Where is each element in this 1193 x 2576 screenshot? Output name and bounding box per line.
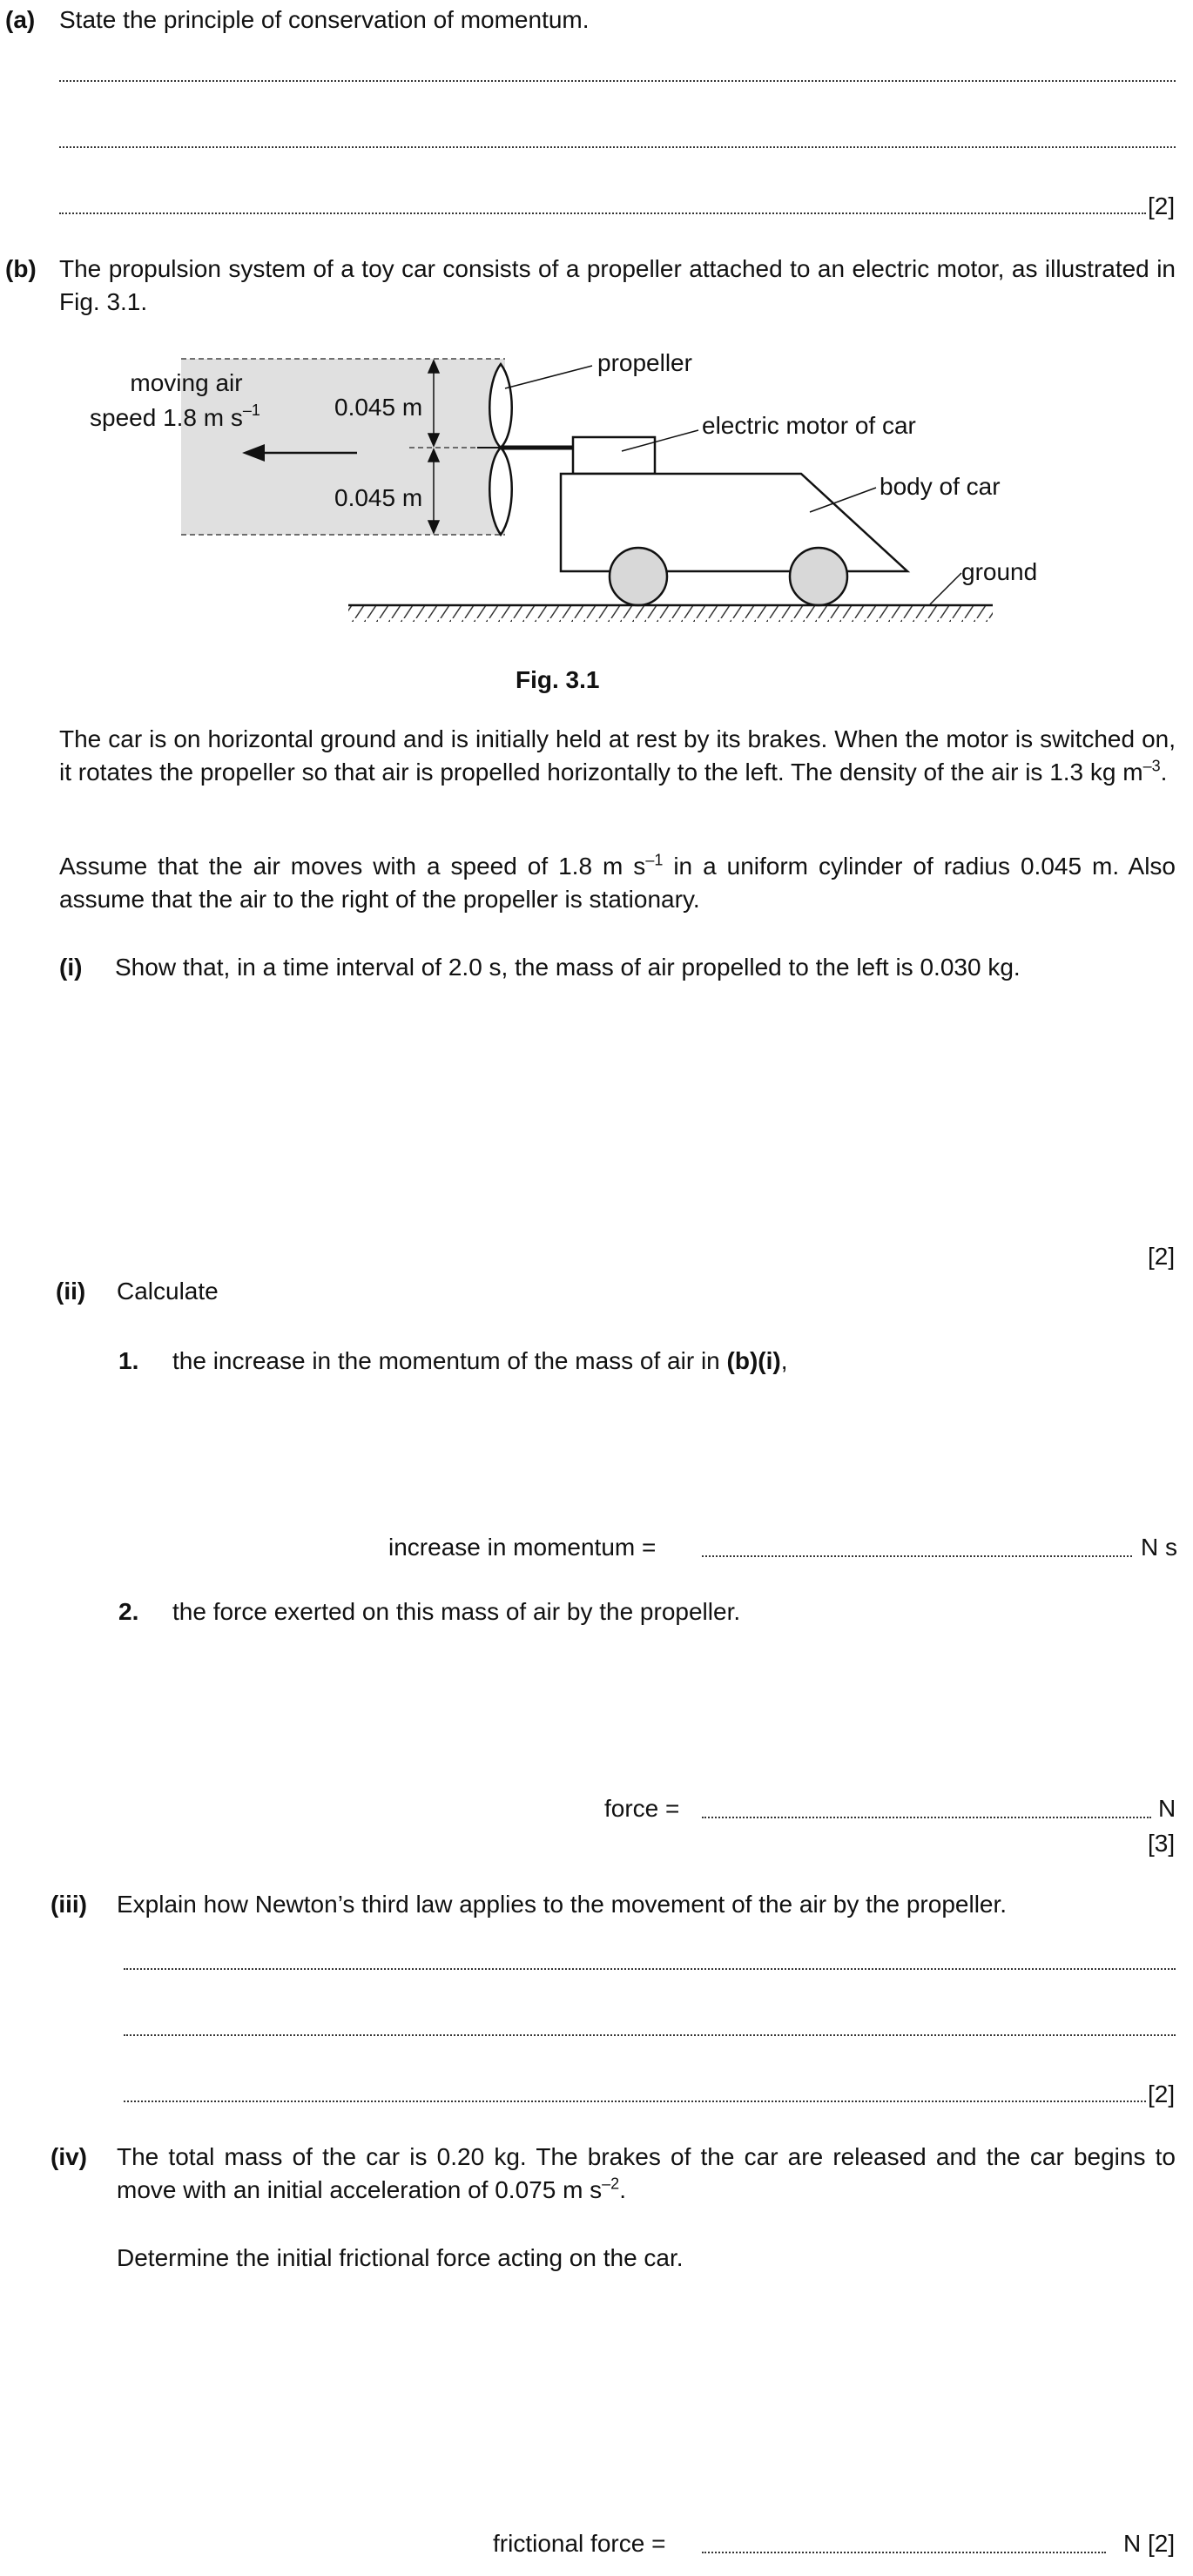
- moving-air-label: moving air: [130, 369, 243, 396]
- part-b-iii-label: (iii): [51, 1891, 87, 1918]
- answer-line[interactable]: [59, 212, 1146, 214]
- moving-air-speed-label: speed 1.8 m $s^{-1}$: [90, 401, 260, 431]
- part-b-i-text: Show that, in a time interval of 2.0 s, the mass of air propelled to the left is 0.030 kg.: [115, 954, 1021, 981]
- part-b-ii-marks: [3]: [1148, 1830, 1176, 1857]
- force-answer-line[interactable]: [702, 1817, 1151, 1818]
- answer-line[interactable]: [124, 2034, 1176, 2036]
- ground-label: ground: [961, 558, 1038, 585]
- motor-label: electric motor of car: [702, 412, 916, 439]
- part-b-iv-label: (iv): [51, 2143, 87, 2170]
- wheel-icon: [790, 548, 847, 605]
- part-b-iv-prompt: Determine the initial frictional force acting on the car.: [117, 2244, 684, 2271]
- part-b-ii-label: (ii): [56, 1278, 86, 1305]
- momentum-answer-label: increase in momentum =: [388, 1534, 657, 1561]
- friction-answer-label: frictional force =: [493, 2530, 666, 2557]
- part-a-question: State the principle of conservation of momentum.: [59, 6, 590, 33]
- wheel-icon: [610, 548, 667, 605]
- part-b-iii-text: Explain how Newton’s third law applies to the movement of the air by the propeller.: [117, 1891, 1008, 1918]
- part-a-label: (a): [5, 6, 36, 33]
- part-b-ii-2-text: the force exerted on this mass of air by the propeller.: [172, 1598, 741, 1625]
- lower-radius-label: 0.045 m: [334, 484, 423, 511]
- answer-line[interactable]: [59, 80, 1176, 82]
- context-paragraph-1: The car is on horizontal ground and is initially held at rest by its brakes. When the motor is switched on, it rotates the propeller so that air is propelled horizontally to the left. The density of the air is 1.3 kg $m^{-3}$.: [59, 725, 1176, 786]
- part-b-ii-text: Calculate: [117, 1278, 219, 1305]
- part-a-marks: [2]: [1148, 192, 1176, 219]
- friction-unit-marks: N [2]: [1123, 2530, 1176, 2557]
- figure-caption: Fig. 3.1: [516, 666, 600, 693]
- part-b-intro: The propulsion system of a toy car consists of a propeller attached to an electric motor, as illustrated in Fig. 3.1.: [59, 255, 1176, 315]
- part-b-ii-1-num: 1.: [118, 1347, 139, 1374]
- motor-icon: [573, 437, 655, 474]
- part-b-ii-1-text: the increase in the momentum of the mass of air in (b)(i),: [172, 1347, 788, 1374]
- body-label: body of car: [880, 473, 1001, 500]
- answer-line[interactable]: [124, 2101, 1146, 2102]
- force-unit: N: [1158, 1795, 1176, 1822]
- part-b-iv-text: The total mass of the car is 0.20 kg. The brakes of the car are released and the car begins to move with an initial acceleration of 0.075 m $s^{-2}$.: [117, 2143, 1176, 2203]
- answer-line[interactable]: [59, 146, 1176, 148]
- friction-answer-line[interactable]: [702, 2552, 1106, 2553]
- context-paragraph-2: Assume that the air moves with a speed of 1.8 m $s^{-1}$ in a uniform cylinder of radius 0.045 m. Also assume that the air to the right of the propeller is stationary.: [59, 851, 1176, 913]
- part-b-ii-2-num: 2.: [118, 1598, 139, 1625]
- momentum-unit: N s: [1141, 1534, 1177, 1561]
- part-b-label: (b): [5, 255, 37, 282]
- part-b-i-marks: [2]: [1148, 1243, 1176, 1270]
- force-answer-label: force =: [604, 1795, 680, 1822]
- figure-3-1: [0, 340, 1193, 705]
- part-b-iii-marks: [2]: [1148, 2080, 1176, 2107]
- upper-radius-label: 0.045 m: [334, 394, 423, 421]
- part-b-i-label: (i): [59, 954, 83, 981]
- answer-line[interactable]: [124, 1968, 1176, 1970]
- momentum-answer-line[interactable]: [702, 1555, 1132, 1557]
- car-body-icon: [561, 474, 907, 571]
- propeller-label: propeller: [597, 349, 692, 376]
